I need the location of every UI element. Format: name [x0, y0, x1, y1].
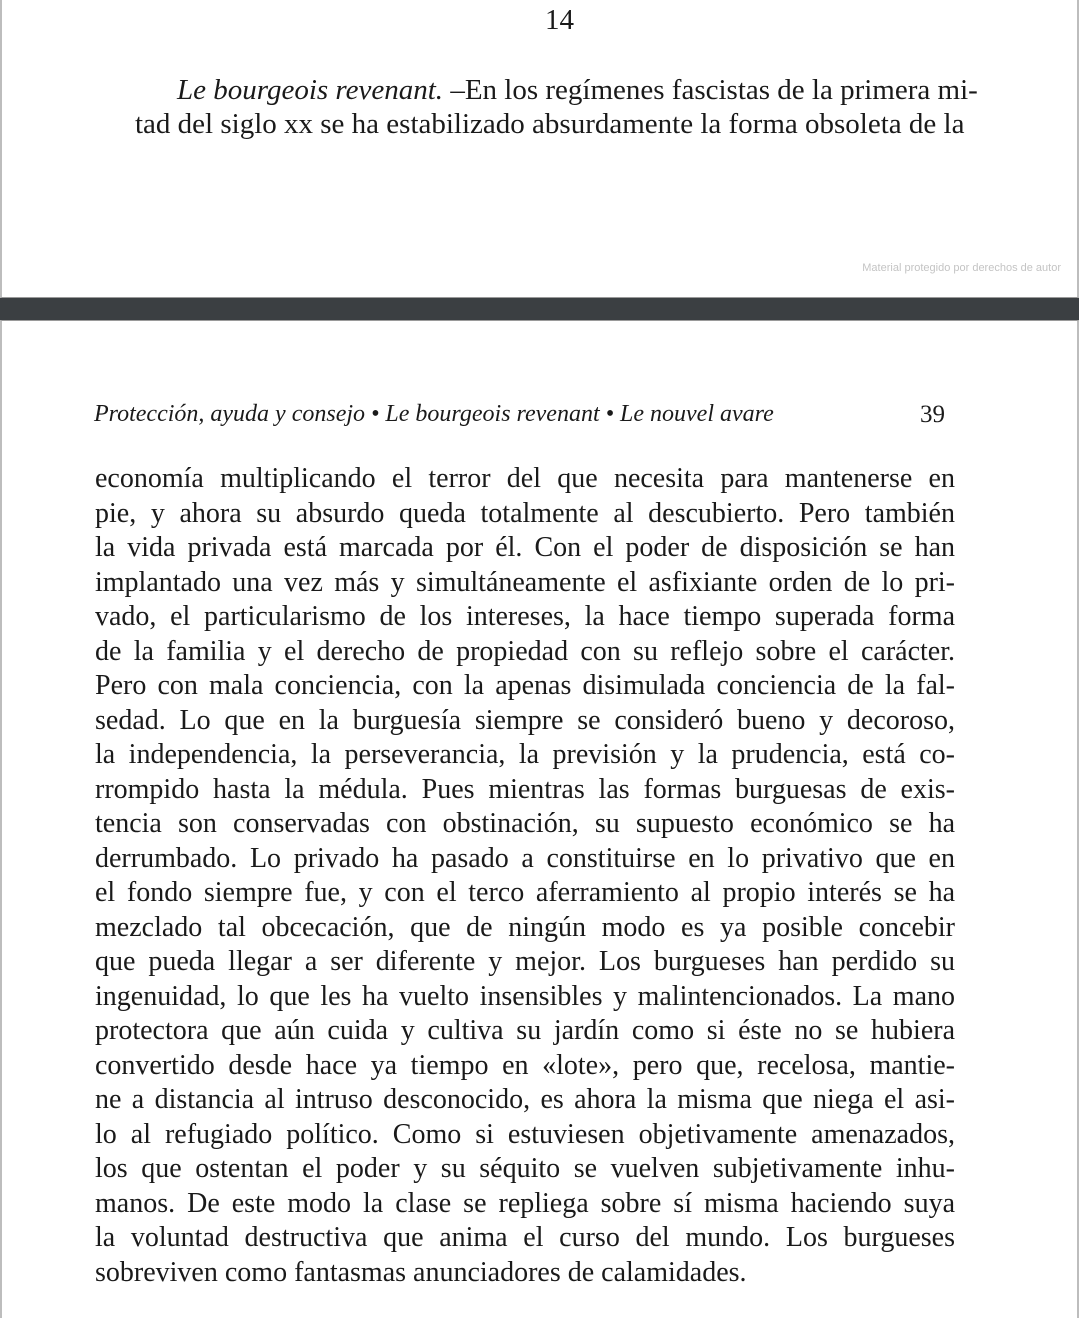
text-line: sedad. Lo que en la burguesía siempre se consideró bueno y decoroso, — [95, 704, 955, 736]
text-line: que pueda llegar a ser diferente y mejor. Los burgueses han perdido su — [95, 946, 955, 977]
text-line: manos. De este modo la clase se repliega sobre sí misma haciendo suya — [95, 1187, 955, 1219]
text-line: de la familia y el derecho de propiedad con su reflejo sobre el carácter. — [95, 635, 955, 667]
text-line: rrompido hasta la médula. Pues mientras las formas burguesas de exis- — [95, 773, 955, 805]
page-separator — [0, 298, 1079, 320]
text-line: economía multiplicando el terror del que necesita para mantenerse en — [95, 463, 955, 494]
text-line: el fondo siempre fue, y con el terco aferramiento al propio interés se ha — [95, 877, 955, 908]
body-text — [95, 462, 955, 1290]
text-line: sobreviven como fantasmas anunciadores de calamidades. — [95, 1256, 747, 1288]
text-line: los que ostentan el poder y su séquito se vuelven subjetivamente inhu- — [95, 1153, 955, 1184]
top-page — [0, 0, 1079, 298]
text-line — [177, 74, 978, 107]
page-number: 14 — [545, 4, 574, 36]
text-line: vado, el particularismo de los intereses, la hace tiempo superada forma — [95, 601, 955, 632]
text-line: tencia son conservadas con obstinación, su supuesto económico se ha — [95, 808, 955, 839]
section-title: Le bourgeois revenant. — [177, 74, 444, 106]
text-line: la independencia, la perseverancia, la previsión y la prudencia, está co- — [95, 739, 955, 770]
text-line: mezclado tal obcecación, que de ningún modo es ya posible concebir — [95, 911, 955, 943]
text-line: la vida privada está marcada por él. Con el poder de disposición se han — [95, 532, 955, 563]
page-number: 39 — [920, 401, 945, 428]
text-line: ingenuidad, lo que les ha vuelto insensibles y malintencionados. La mano — [95, 980, 955, 1012]
text-line: derrumbado. Lo privado ha pasado a constituirse en lo privativo que en — [95, 842, 955, 874]
bottom-page — [0, 320, 1079, 1318]
text-line-rest: –En los regímenes fascistas de la primera mi- — [443, 74, 978, 106]
text-line: convertido desde hace ya tiempo en «lote», pero que, recelosa, mantie- — [95, 1049, 955, 1081]
text-line: la voluntad destructiva que anima el curso del mundo. Los burgueses — [95, 1222, 955, 1253]
text-line: implantado una vez más y simultáneamente el asfixiante orden de lo pri- — [95, 566, 955, 598]
text-line: tad del siglo xx se ha estabilizado absurdamente la forma obsoleta de la — [135, 108, 965, 140]
running-header: Protección, ayuda y consejo • Le bourgeois revenant • Le nouvel avare — [94, 401, 774, 427]
text-line: Pero con mala conciencia, con la apenas disimulada conciencia de la fal- — [95, 670, 955, 701]
text-line: lo al refugiado político. Como si estuviesen objetivamente amenazados, — [95, 1118, 955, 1150]
copyright-notice: Material protegido por derechos de autor — [862, 262, 1061, 274]
text-line: ne a distancia al intruso desconocido, es ahora la misma que niega el asi- — [95, 1084, 955, 1115]
text-line: protectora que aún cuida y cultiva su jardín como si éste no se hubiera — [95, 1015, 955, 1046]
text-line: pie, y ahora su absurdo queda totalmente al descubierto. Pero también — [95, 497, 955, 529]
